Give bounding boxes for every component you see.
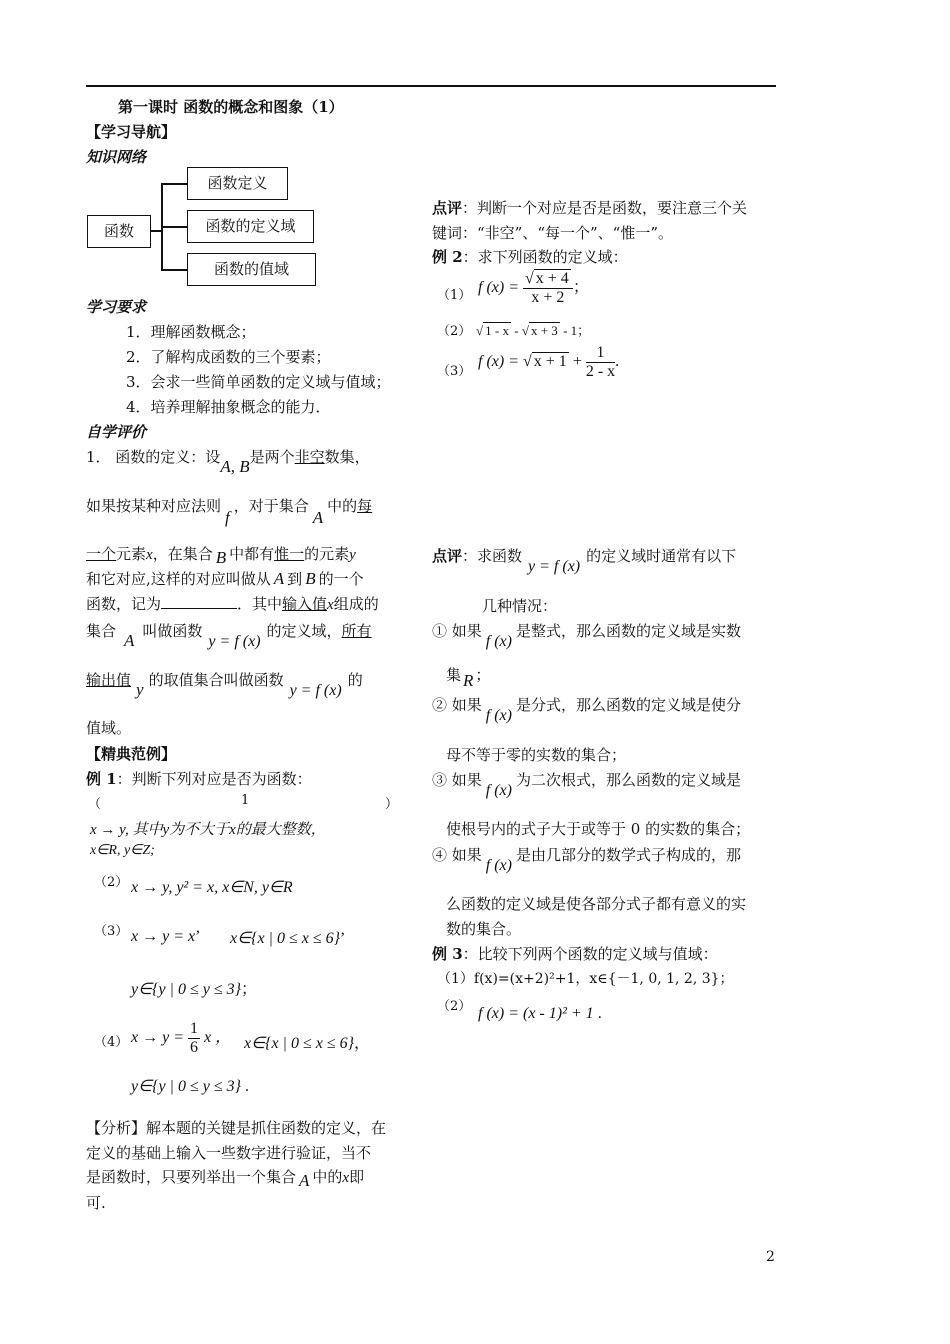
definition-line-8: 值域。 (86, 719, 132, 737)
text: 1． 函数的定义：设 (86, 448, 221, 466)
text-underlined: 惟一 (274, 545, 305, 563)
text: 集合 (86, 622, 117, 640)
text: 中都有 (229, 545, 275, 563)
math-x: x (146, 547, 153, 563)
text: ； (572, 279, 589, 297)
math-A: A (124, 631, 135, 650)
text: ：求函数 (462, 547, 523, 565)
requirements-heading: 学习要求 (86, 298, 147, 316)
text: - 1； (559, 323, 591, 338)
text: 中的 (327, 497, 358, 515)
ex1-3-expr-c: y∈{y | 0 ≤ y ≤ 3}； (131, 981, 258, 998)
fill-in-blank[interactable] (161, 593, 237, 609)
text: 元素 (116, 545, 147, 563)
text: 如果按某种对应法则 (86, 497, 222, 515)
example-3-prompt (432, 943, 718, 964)
ex1-4-label: （4） (94, 1035, 129, 1050)
math-y: y (136, 680, 144, 699)
ex2-2-expr: √ 1 - x - √ x + 3 - 1； (476, 323, 591, 338)
comment-1-line-a (432, 197, 747, 218)
text: 的一个 (318, 570, 364, 588)
analysis-label: 【分析】 (86, 1119, 147, 1137)
fraction-num: √ x + 4 (523, 270, 573, 289)
math-text: f (x) = (x - 1)² + 1 (478, 1005, 594, 1022)
text-underlined: 输入值 (282, 595, 328, 613)
definition-line-6 (86, 620, 372, 650)
diagram-root-box (87, 215, 151, 248)
math-A: A (299, 1171, 310, 1190)
text: 到 (287, 570, 303, 588)
math-text: x → y = (131, 1029, 184, 1047)
text: + (572, 353, 582, 371)
knowledge-network-heading: 知识网络 (86, 148, 147, 166)
analysis-line-4: 可. (86, 1194, 106, 1212)
requirement-item: 2．了解构成函数的三个要素； (126, 348, 331, 366)
radicand: x + 1 (533, 353, 567, 371)
math-text: x∈{x | 0 ≤ x ≤ 6} (230, 930, 340, 947)
comment-1-line-b: 键词：“非空”、“每一个”、“惟一”。 (432, 224, 674, 242)
math-text: y = f (x) (208, 633, 261, 650)
case-1-line-b (446, 664, 491, 690)
math-text: x ， (204, 1029, 232, 1047)
text: 集 (446, 666, 462, 684)
math-text: f (x) (485, 707, 512, 724)
ex1-1-label-num: 1 (241, 793, 250, 808)
math-text: f (x) (485, 857, 512, 874)
diagram-node-range (187, 253, 316, 286)
diagram-node-label: 函数的值域 (213, 260, 289, 278)
math-yfx (522, 558, 586, 575)
text: 即 (349, 1168, 365, 1186)
math-text: y = f (x) (289, 682, 342, 699)
self-eval-heading: 自学评价 (86, 423, 147, 441)
math-x: x (342, 1170, 350, 1186)
ex2-1-expr (478, 270, 589, 307)
ex2-3-label: （3） (437, 364, 472, 379)
definition-line-2 (86, 495, 373, 527)
fraction-den: 2 - x (585, 363, 616, 380)
fraction-den: x + 2 (531, 289, 565, 306)
fraction (523, 270, 573, 307)
math-A: A (273, 569, 285, 588)
diagram-root-label: 函数 (103, 222, 134, 240)
ex1-3-label: （3） (94, 924, 129, 939)
comment-2-line-a (432, 545, 737, 575)
definition-line-4 (86, 568, 364, 589)
ex1-1-line2: x∈R, y∈Z; (90, 843, 155, 858)
text: 的取值集合叫做函数 (148, 671, 284, 689)
ex1-1-label-close: ） (385, 797, 399, 812)
fraction (586, 344, 615, 381)
radicand: x + 4 (535, 270, 569, 287)
text: 是整式，那么函数的定义域是实数 (515, 622, 741, 640)
requirement-item: 3．会求一些简单函数的定义域与值域； (126, 373, 391, 391)
example-1-prompt (86, 768, 312, 789)
text: 为二次根式，那么函数的定义域是 (515, 771, 741, 789)
ex3-1: （1）f(x)=(x+2)²+1，x∈{－1, 0, 1, 2, 3}； (437, 971, 734, 987)
math-text: y∈{y | 0 ≤ y ≤ 3} (131, 1078, 241, 1095)
diagram-node-domain (187, 210, 314, 243)
text-underlined: 所有 (341, 622, 372, 640)
math-text: x∈{x | 0 ≤ x ≤ 6} (244, 1035, 354, 1052)
analysis-line-3 (86, 1166, 365, 1190)
fraction-num: 1 (190, 1020, 198, 1037)
math-text: f (x) (485, 782, 512, 799)
text: ，对于集合 (233, 497, 309, 515)
ex3-2-label: （2） (437, 999, 472, 1014)
text: 和它对应,这样的对应叫做从 (86, 570, 271, 588)
math-fx (482, 707, 516, 724)
text: . (615, 353, 620, 371)
fraction (188, 1020, 200, 1057)
math-text: y = f (x) (528, 558, 581, 575)
definition-line-5 (86, 593, 379, 614)
text: ① 如果 (432, 622, 482, 640)
example-label: 例 3 (432, 945, 463, 963)
section-guide-heading: 【学习导航】 (86, 123, 177, 141)
text: ，在集合 (152, 545, 213, 563)
math-text: x → y = x (131, 928, 196, 945)
math-text: f (x) = (478, 353, 519, 371)
math-text: x → y, y² = x, x∈N, y∈R (131, 879, 293, 896)
math-text: y∈{y | 0 ≤ y ≤ 3} (131, 981, 241, 998)
ex1-4-expr-b: x∈{x | 0 ≤ x ≤ 6}， (244, 1035, 371, 1052)
text: ：比较下列两个函数的定义域与值域： (462, 945, 718, 963)
math-fx (482, 633, 516, 650)
case-4-line-a (432, 844, 741, 874)
analysis-line-2: 定义的基础上输入一些数字进行验证，当不 (86, 1144, 372, 1162)
text: ：判断下列对应是否为函数： (116, 770, 312, 788)
text-underlined: 输出值 (86, 671, 132, 689)
text: ．其中 (237, 595, 283, 613)
definition-line-3 (86, 543, 356, 567)
math-x: x (327, 597, 334, 613)
page-number: 2 (766, 1249, 775, 1265)
comment-label: 点评 (432, 199, 463, 217)
math-fx (482, 857, 516, 874)
top-rule (86, 85, 776, 87)
text: 的定义域时通常有以下 (586, 547, 737, 565)
comment-label: 点评 (432, 547, 463, 565)
text: - (510, 323, 522, 338)
requirement-item: 4．培养理解抽象概念的能力． (126, 398, 331, 416)
requirement-item: 1．理解函数概念； (126, 323, 256, 341)
ex1-1-label-open: （ (88, 797, 102, 812)
ex1-4-expr-a (131, 1020, 231, 1057)
ex2-2-label: （2） (437, 324, 472, 339)
ex2-1-label: （1） (437, 288, 472, 303)
text: 是两个 (249, 448, 295, 466)
text-underlined: 一个 (86, 545, 117, 563)
diagram-connector-mid (161, 226, 187, 228)
math-fx (482, 782, 516, 799)
text: ； (475, 666, 491, 684)
case-2-line-b: 母不等于零的实数的集合； (446, 746, 627, 764)
ex1-1-line1: x → y, 其中y为不大于x的最大整数， (90, 822, 326, 838)
math-yfx (284, 682, 348, 699)
ex1-2-label: （2） (94, 875, 129, 890)
text: 中的 (312, 1168, 343, 1186)
math-text: f (x) = (478, 279, 519, 297)
diagram-node-label: 函数的定义域 (205, 217, 296, 235)
ex1-4-expr-c: y∈{y | 0 ≤ y ≤ 3} . (131, 1078, 249, 1095)
math-B: B (305, 569, 316, 588)
math-text: f (x) (485, 633, 512, 650)
case-2-line-a (432, 694, 741, 724)
math-R: R (463, 671, 474, 690)
math-f: f (225, 508, 230, 527)
text: 数集， (324, 448, 370, 466)
math-y: y (349, 547, 356, 563)
example-label: 例 1 (86, 770, 117, 788)
ex3-2-expr: f (x) = (x - 1)² + 1 . (478, 1005, 602, 1022)
radicand: 1 - x (485, 323, 509, 338)
examples-heading: 【精典范例】 (86, 745, 177, 763)
example-label: 例 2 (432, 248, 463, 266)
text-underlined: 每 (357, 497, 373, 515)
case-4-line-c: 数的集合。 (446, 920, 522, 938)
math-yfx (202, 633, 266, 650)
radicand: x + 3 (530, 323, 558, 338)
text: 的 (347, 671, 363, 689)
fraction-num: 1 (586, 344, 615, 363)
text: 函数，记为 (86, 595, 162, 613)
case-3-line-b: 使根号内的式子大于或等于 0 的实数的集合； (446, 820, 751, 838)
text: ③ 如果 (432, 771, 482, 789)
case-3-line-a (432, 769, 741, 799)
text: 是分式，那么函数的定义域是使分 (515, 696, 741, 714)
text: ② 如果 (432, 696, 482, 714)
text: ：判断一个对应是否是函数，要注意三个关 (462, 199, 748, 217)
text: 是由几部分的数学式子构成的，那 (515, 846, 741, 864)
diagram-connector-top (161, 183, 187, 185)
definition-line-7 (86, 669, 363, 699)
page-title: 第一课时 函数的概念和图象（1） (118, 98, 344, 116)
definition-line-1 (86, 446, 370, 476)
case-1-line-a (432, 620, 741, 650)
text: ：求下列函数的定义域： (462, 248, 628, 266)
math-AB: A, B (220, 457, 250, 476)
analysis-line-1 (86, 1117, 386, 1138)
text: 是函数时，只要列举出一个集合 (86, 1168, 297, 1186)
comment-2-line-b: 几种情况： (482, 597, 558, 615)
example-2-prompt (432, 246, 628, 267)
text: 解本题的关键是抓住函数的定义，在 (146, 1119, 387, 1137)
text: ④ 如果 (432, 846, 482, 864)
ex2-3-expr: f (x) = √ x + 1 + $\frac{1}{2 - x}$ . (478, 344, 620, 380)
text: 组成的 (333, 595, 379, 613)
case-4-line-b: 么函数的定义域是使各部分式子都有意义的实 (446, 895, 747, 913)
text: 的定义域， (266, 622, 342, 640)
diagram-node-label: 函数定义 (207, 174, 268, 192)
ex1-3-expr-b: x∈{x | 0 ≤ x ≤ 6}’ (230, 930, 346, 947)
ex1-2-expr (131, 877, 293, 897)
diagram-connector-bot (161, 269, 187, 271)
text: 的元素 (304, 545, 350, 563)
text-underlined: 非空 (294, 448, 325, 466)
text: 叫做函数 (142, 622, 203, 640)
math-A: A (312, 508, 324, 527)
diagram-node-definition (187, 167, 288, 200)
math-B: B (215, 548, 227, 567)
ex1-3-expr-a: x → y = x’ (131, 928, 201, 945)
fraction-den: 6 (190, 1039, 198, 1056)
